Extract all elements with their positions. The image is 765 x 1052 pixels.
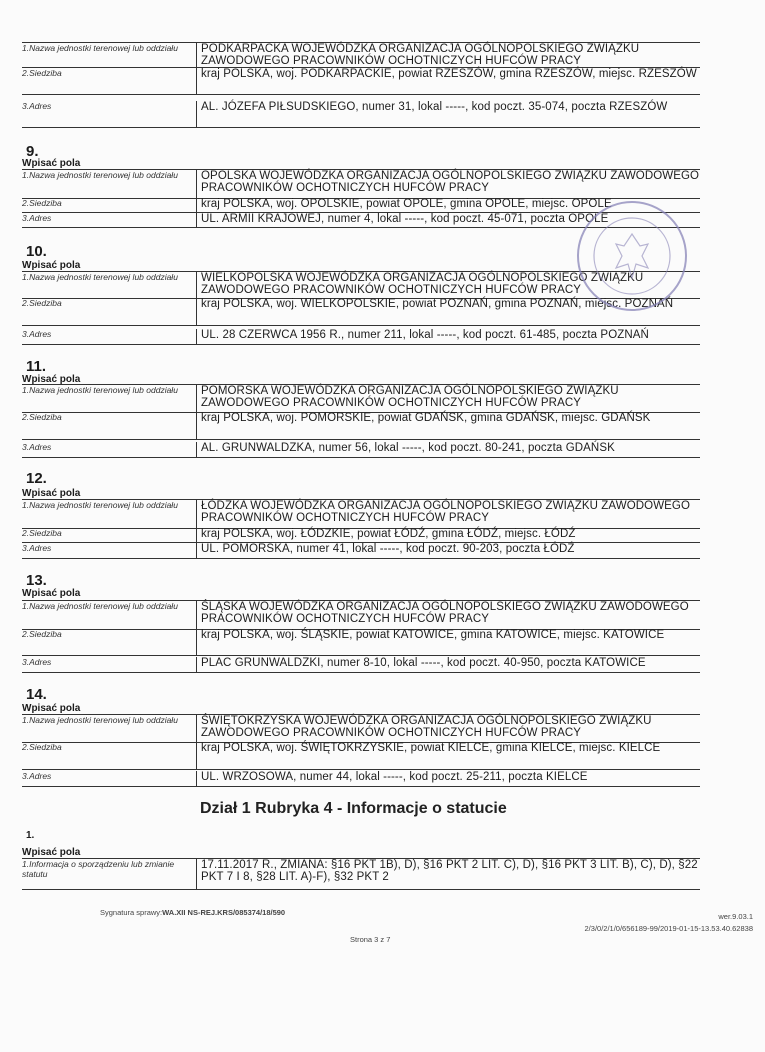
- entry-6-addr-label: 3.Adres: [22, 771, 52, 781]
- statute-label: 1.Informacja o sporządzeniu lub zmianie statutu: [22, 859, 175, 879]
- entry-1-seat-value: kraj POLSKA, woj. OPOLSKIE, powiat OPOLE, gmina OPOLE, miejsc. OPOLE: [196, 198, 700, 212]
- entry-2-addr-label: 3.Adres: [22, 329, 52, 339]
- entry-5-wpisac: Wpisać pola: [22, 588, 81, 599]
- page-number: Strona 3 z 7: [350, 935, 391, 944]
- entry-4-number: 12.: [26, 470, 47, 487]
- entry-4-addr-label: 3.Adres: [22, 543, 52, 553]
- statute-wpisac: Wpisać pola: [22, 847, 81, 858]
- entry-6-seat-label: 2.Siedziba: [22, 742, 62, 752]
- entry-3-addr-row: [22, 442, 700, 458]
- entry-0-seat-row: [22, 68, 700, 95]
- case-signature: [100, 908, 285, 917]
- entry-0-seat-label: 2.Siedziba: [22, 68, 62, 78]
- entry-6-name-label: 1.Nazwa jednostki terenowej lub oddziału: [22, 715, 178, 725]
- entry-6-wpisac: Wpisać pola: [22, 703, 81, 714]
- entry-3-seat-value: kraj POLSKA, woj. POMORSKIE, powiat GDAŃSK, gmina GDAŃSK, miejsc. GDAŃSK: [196, 412, 700, 439]
- entry-2-wpisac: Wpisać pola: [22, 260, 81, 271]
- entry-4-wpisac: Wpisać pola: [22, 488, 81, 499]
- entry-1-addr-label: 3.Adres: [22, 213, 52, 223]
- entry-6-addr-row: [22, 771, 700, 787]
- entry-4-name-value: ŁÓDZKA WOJEWÓDZKA ORGANIZACJA OGÓLNOPOLSKIEGO ZWIĄZKU ZAWODOWEGO PRACOWNIKÓW OCHOTNICZYCH HUFCÓW PRACY: [196, 500, 700, 528]
- entry-2-addr-value: UL. 28 CZERWCA 1956 R., numer 211, lokal -----, kod poczt. 61-485, poczta POZNAŃ: [196, 329, 700, 344]
- entry-3-name-value: POMORSKA WOJEWÓDZKA ORGANIZACJA OGÓLNOPOLSKIEGO ZWIĄZKU ZAWODOWEGO PRACOWNIKÓW OCHOTNICZYCH HUFCÓW PRACY: [196, 385, 700, 412]
- entry-4-seat-label: 2.Siedziba: [22, 528, 62, 538]
- entry-1-name-row: [22, 169, 700, 199]
- entry-2-number: 10.: [26, 243, 47, 260]
- entry-1-seat-label: 2.Siedziba: [22, 198, 62, 208]
- entry-5-number: 13.: [26, 572, 47, 589]
- official-stamp-icon: [572, 196, 692, 316]
- entry-5-addr-row: [22, 657, 700, 673]
- entry-4-addr-row: [22, 543, 700, 559]
- entry-6-name-row: [22, 714, 700, 743]
- entry-6-seat-row: [22, 742, 700, 770]
- entry-0-name-label: 1.Nazwa jednostki terenowej lub oddziału: [22, 43, 178, 53]
- entry-3-seat-row: [22, 412, 700, 440]
- document-hash: 2/3/0/2/1/0/656189-99/2019-01-15-13.53.40.62838: [584, 924, 753, 933]
- entry-3-name-label: 1.Nazwa jednostki terenowej lub oddziału: [22, 385, 178, 395]
- entry-5-addr-label: 3.Adres: [22, 657, 52, 667]
- entry-6-name-value: ŚWIĘTOKRZYSKA WOJEWÓDZKA ORGANIZACJA OGÓLNOPOLSKIEGO ZWIĄZKU ZAWODOWEGO PRACOWNIKÓW OCHOTNICZYCH HUFCÓW PRACY: [196, 715, 700, 742]
- entry-4-name-row: [22, 499, 700, 529]
- entry-6-seat-value: kraj POLSKA, woj. ŚWIĘTOKRZYSKIE, powiat KIELCE, gmina KIELCE, miejsc. KIELCE: [196, 742, 700, 769]
- entry-5-name-row: [22, 600, 700, 630]
- entry-0-seat-value: kraj POLSKA, woj. PODKARPACKIE, powiat RZESZÓW, gmina RZESZÓW, miejsc. RZESZÓW: [196, 68, 700, 94]
- entry-2-seat-label: 2.Siedziba: [22, 298, 62, 308]
- case-signature-label: Sygnatura sprawy:: [100, 908, 163, 917]
- entry-1-wpisac: Wpisać pola: [22, 158, 81, 169]
- entry-5-name-label: 1.Nazwa jednostki terenowej lub oddziału: [22, 601, 178, 611]
- entry-2-addr-row: [22, 329, 700, 345]
- statute-row: [22, 858, 700, 890]
- statute-value: 17.11.2017 R., ZMIANA: §16 PKT 1B), D), §16 PKT 2 LIT. C), D), §16 PKT 3 LIT. B), C), D), §22 PKT 7 I 8, §28 LIT. A)-F), §32 PKT 2: [196, 859, 700, 889]
- entry-5-seat-value: kraj POLSKA, woj. ŚLĄSKIE, powiat KATOWICE, gmina KATOWICE, miejsc. KATOWICE: [196, 629, 700, 655]
- entry-0-addr-row: [22, 101, 700, 128]
- entry-3-addr-value: AL. GRUNWALDZKA, numer 56, lokal -----, kod poczt. 80-241, poczta GDAŃSK: [196, 442, 700, 457]
- entry-3-seat-label: 2.Siedziba: [22, 412, 62, 422]
- entry-0-addr-label: 3.Adres: [22, 101, 52, 111]
- entry-1-name-label: 1.Nazwa jednostki terenowej lub oddziału: [22, 170, 178, 180]
- entry-2-name-value: WIELKOPOLSKA WOJEWÓDZKA ORGANIZACJA OGÓLNOPOLSKIEGO ZWIĄZKU ZAWODOWEGO PRACOWNIKÓW OCHOTNICZYCH HUFCÓW PRACY: [196, 272, 700, 298]
- entry-4-name-label: 1.Nazwa jednostki terenowej lub oddziału: [22, 500, 178, 510]
- case-signature-value: WA.XII NS-REJ.KRS/085374/18/590: [162, 908, 286, 917]
- entry-0-name-row: [22, 43, 700, 68]
- entry-3-number: 11.: [26, 358, 47, 375]
- entry-1-addr-value: UL. ARMII KRAJOWEJ, numer 4, lokal -----, kod poczt. 45-071, poczta OPOLE: [196, 213, 700, 227]
- entry-5-addr-value: PLAC GRUNWALDZKI, numer 8-10, lokal -----, kod poczt. 40-950, poczta KATOWICE: [196, 657, 700, 672]
- entry-3-wpisac: Wpisać pola: [22, 374, 81, 385]
- entry-5-seat-row: [22, 629, 700, 656]
- entry-0-name-value: PODKARPACKA WOJEWÓDZKA ORGANIZACJA OGÓLNOPOLSKIEGO ZWIĄZKU ZAWODOWEGO PRACOWNIKÓW OCHOTNICZYCH HUFCÓW PRACY: [196, 43, 700, 67]
- entry-5-name-value: ŚLĄSKA WOJEWÓDZKA ORGANIZACJA OGÓLNOPOLSKIEGO ZWIĄZKU ZAWODOWEGO PRACOWNIKÓW OCHOTNICZYCH HUFCÓW PRACY: [196, 601, 700, 629]
- entry-6-addr-value: UL. WRZOSOWA, numer 44, lokal -----, kod poczt. 25-211, poczta KIELCE: [196, 771, 700, 786]
- entry-6-number: 14.: [26, 686, 47, 703]
- entry-4-seat-row: [22, 528, 700, 543]
- entry-4-addr-value: UL. POMORSKA, numer 41, lokal -----, kod poczt. 90-203, poczta ŁÓDŹ: [196, 543, 700, 558]
- entry-1-name-value: OPOLSKA WOJEWÓDZKA ORGANIZACJA OGÓLNOPOLSKIEGO ZWIĄZKU ZAWODOWEGO PRACOWNIKÓW OCHOTNICZYCH HUFCÓW PRACY: [196, 170, 700, 198]
- entry-3-name-row: [22, 384, 700, 413]
- entry-1-number: 9.: [26, 143, 39, 160]
- statute-number: 1.: [26, 830, 35, 841]
- version-label: wer.9.03.1: [718, 912, 753, 921]
- entry-5-seat-label: 2.Siedziba: [22, 629, 62, 639]
- entry-2-name-label: 1.Nazwa jednostki terenowej lub oddziału: [22, 272, 178, 282]
- entry-2-seat-value: kraj POLSKA, woj. WIELKOPOLSKIE, powiat POZNAŃ, gmina POZNAŃ, miejsc. POZNAŃ: [196, 298, 700, 325]
- entry-3-addr-label: 3.Adres: [22, 442, 52, 452]
- entry-0-addr-value: AL. JÓZEFA PIŁSUDSKIEGO, numer 31, lokal -----, kod poczt. 35-074, poczta RZESZÓW: [196, 101, 700, 127]
- entry-4-seat-value: kraj POLSKA, woj. ŁÓDZKIE, powiat ŁÓDŹ, gmina ŁÓDŹ, miejsc. ŁÓDŹ: [196, 528, 700, 542]
- section-heading: Dział 1 Rubryka 4 - Informacje o statucie: [200, 800, 507, 817]
